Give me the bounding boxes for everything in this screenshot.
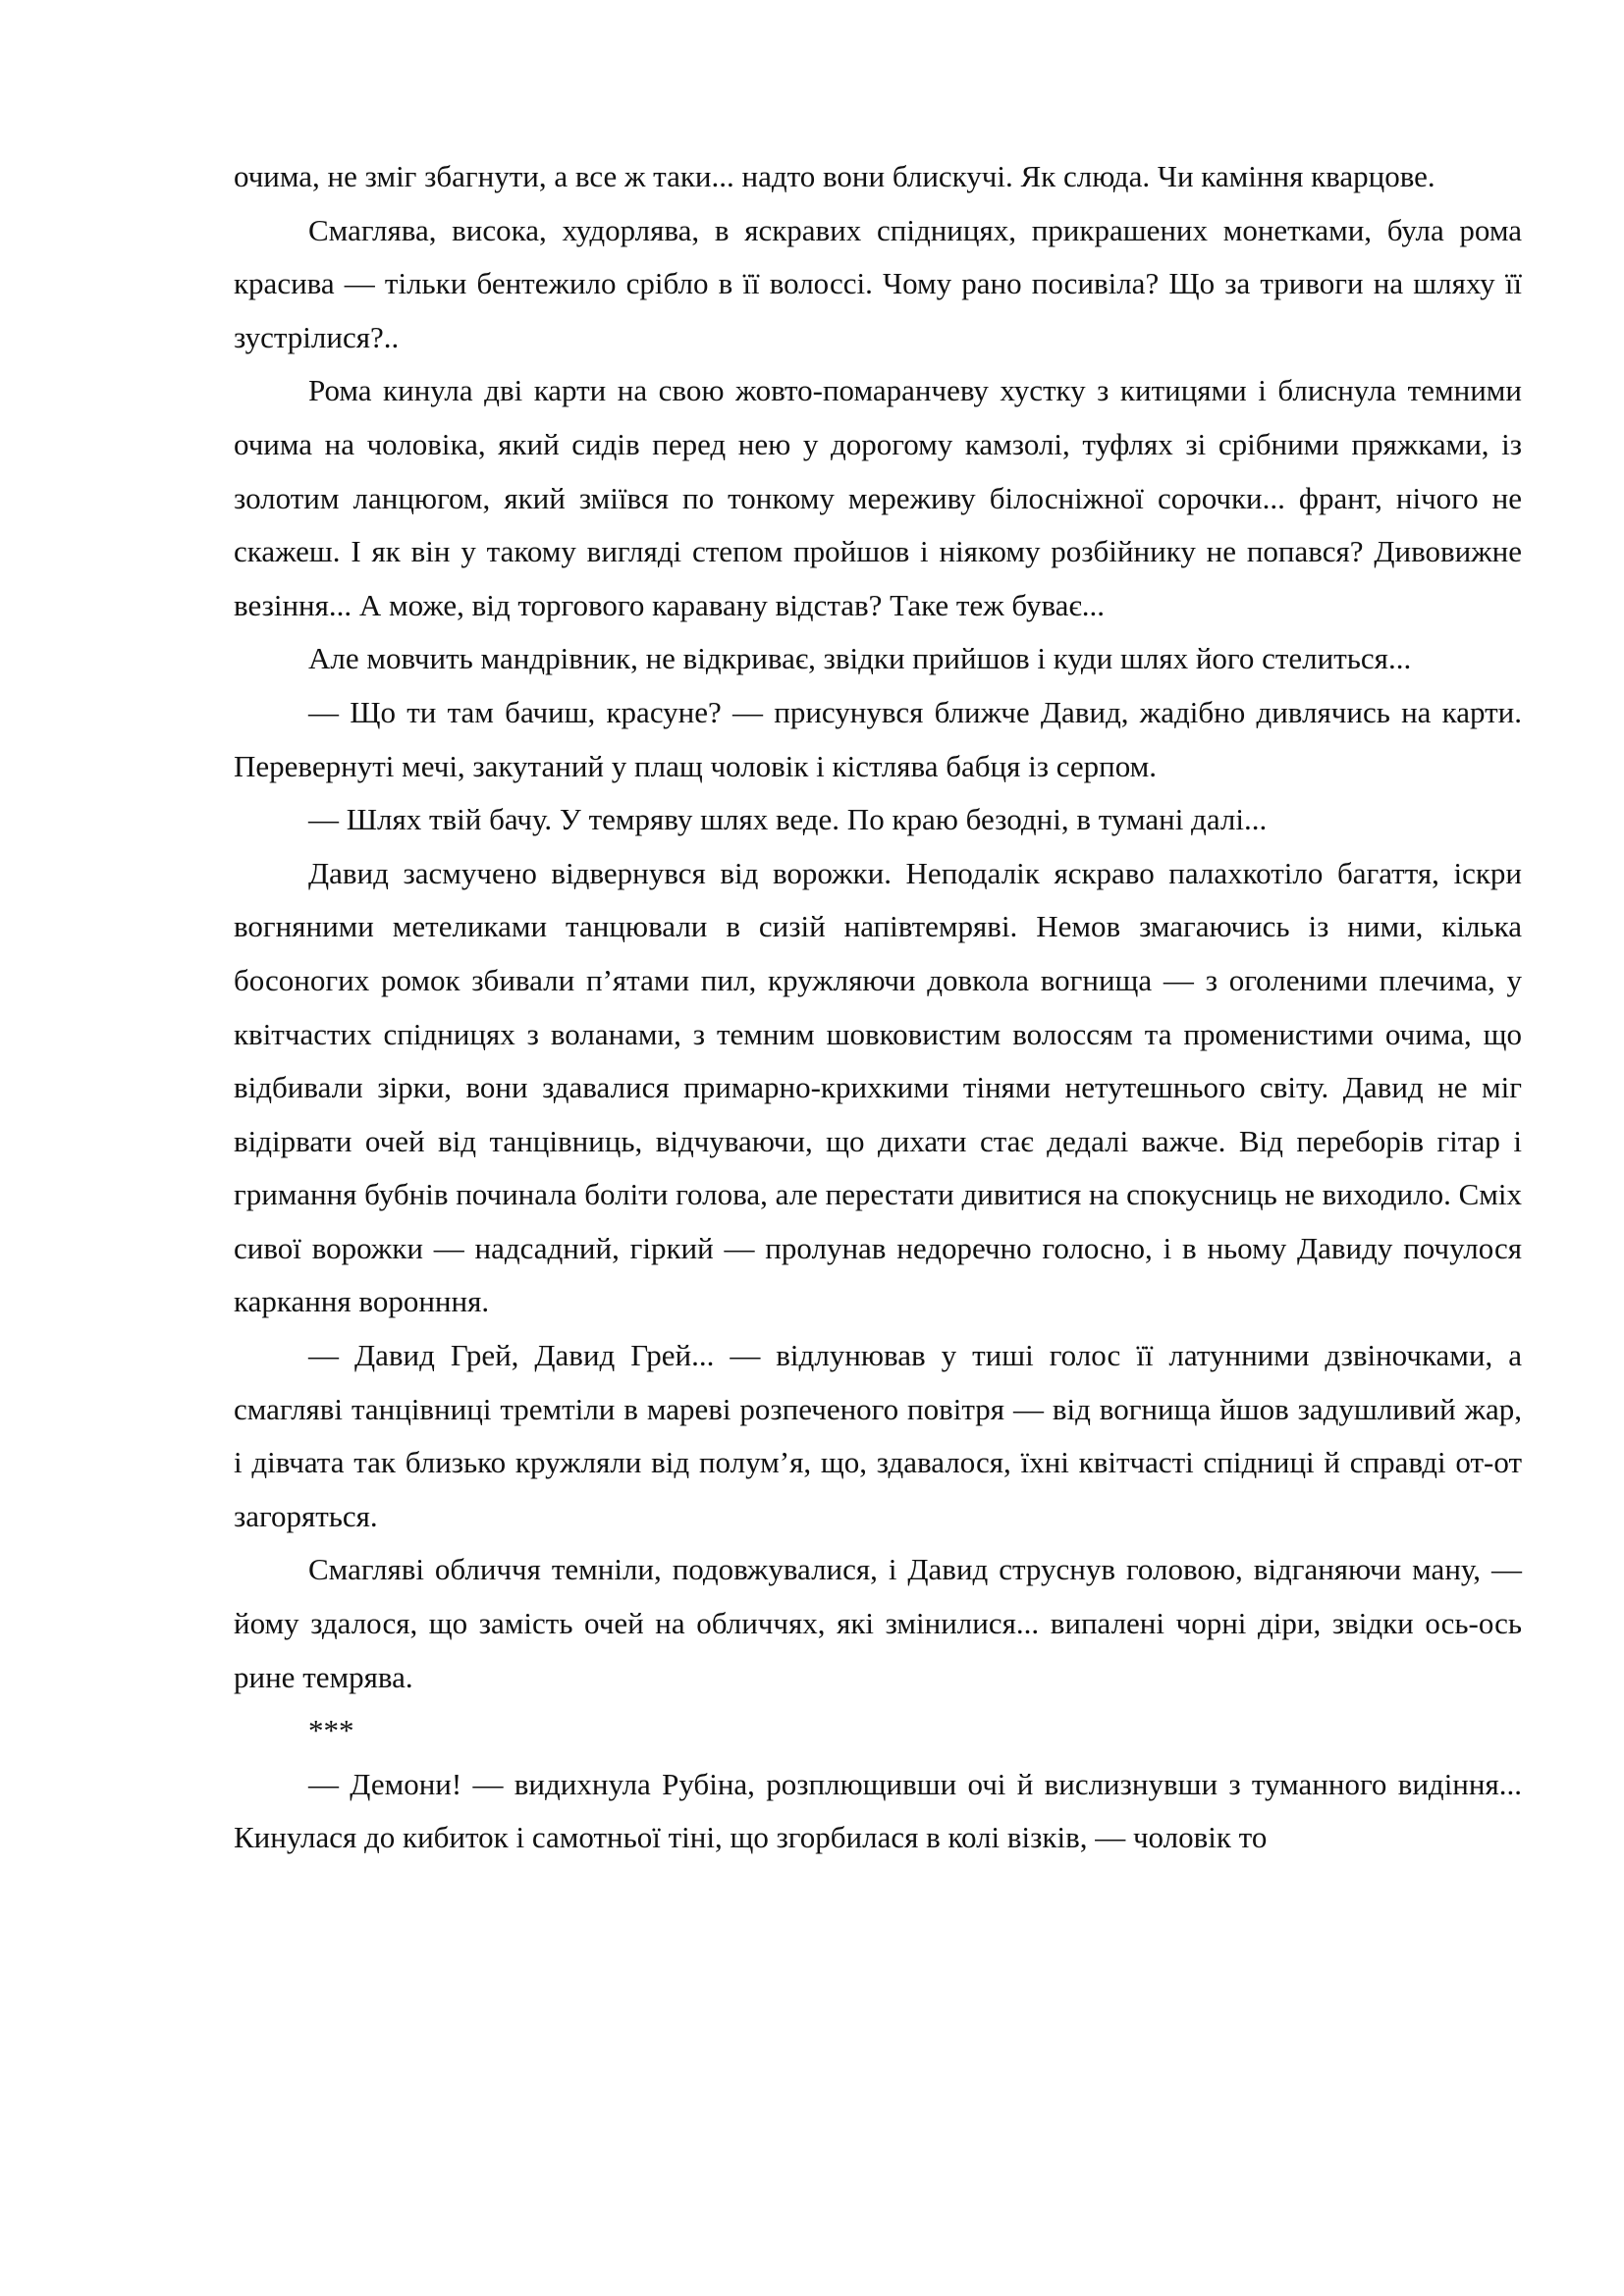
body-text	[234, 150, 1522, 1865]
paragraph-continuation: очима, не зміг збагнути, а все ж таки... надто вони блискучі. Як слюда. Чи каміння кварцове.	[234, 159, 1435, 193]
paragraph: Смагляві обличчя темніли, подовжувалися, і Давид струснув головою, відганяючи ману, — йому здалося, що замість очей на обличчях, які змінилися... випалені чорні діри, звідки ось-ось рине темрява.	[234, 1552, 1522, 1694]
dialogue-paragraph: — Демони! — видихнула Рубіна, розплющивши очі й вислизнувши з туманного видіння... Кинулася до кибиток і самотньої тіні, що згорбилася в колі візків, — чоловік то	[234, 1766, 1522, 1855]
section-break: ***	[308, 1713, 354, 1748]
paragraph: Давид засмучено відвернувся від ворожки. Неподалік яскраво палахкотіло багаття, іскри вогняними метеликами танцювали в сизій напівтемряві. Немов змагаючись із ними, кілька босоногих ромок збивали п’ятами пил, кружляючи довкола вогнища — з оголеними плечима, у квітчастих спідницях з воланами, з темним шовковистим волоссям та променистими очима, що відбивали зірки, вони здавалися примарно-крихкими тінями нетутешнього світу. Давид не міг відірвати очей від танцівниць, відчуваючи, що дихати стає дедалі важче. Від переборів гітар і гримання бубнів починала боліти голова, але перестати дивитися на спокусниць не виходило. Сміх сивої ворожки — надсадний, гіркий — пролунав недоречно голосно, і в ньому Давиду почулося каркання воронння.	[234, 855, 1522, 1319]
dialogue-paragraph: — Давид Грей, Давид Грей... — відлунював у тиші голос її латунними дзвіночками, а смагляві танцівниці тремтіли в мареві розпеченого повітря — від вогнища йшов задушливий жар, і дівчата так близько кружляли від полум’я, що, здавалося, їхні квітчасті спідниці й справді от-от загоряться.	[234, 1338, 1522, 1533]
dialogue-paragraph: — Шлях твій бачу. У темряву шлях веде. По краю безодні, в тумані далі...	[308, 802, 1268, 837]
paragraph: Рома кинула дві карти на свою жовто-помаранчеву хустку з китицями і блиснула темними очима на чоловіка, який сидів перед нею у дорогому камзолі, туфлях зі срібними пряжками, із золотим ланцюгом, який зміївся по тонкому мереживу білосніжної сорочки... франт, нічого не скажеш. І як він у такому вигляді степом пройшов і ніякому розбійнику не попався? Дивовижне везіння... А може, від торгового каравану відстав? Таке теж буває...	[234, 373, 1522, 622]
paragraph: Смаглява, висока, худорлява, в яскравих спідницях, прикрашених монетками, була рома красива — тільки бентежило срібло в її волоссі. Чому рано посивіла? Що за тривоги на шляху її зустрілися?..	[234, 212, 1522, 354]
paragraph: Але мовчить мандрівник, не відкриває, звідки прийшов і куди шлях його стелиться...	[308, 641, 1412, 676]
dialogue-paragraph: — Що ти там бачиш, красуне? — присунувся ближче Давид, жадібно дивлячись на карти. Перевернуті мечі, закутаний у плащ чоловік і кістлява бабця із серпом.	[234, 694, 1522, 783]
